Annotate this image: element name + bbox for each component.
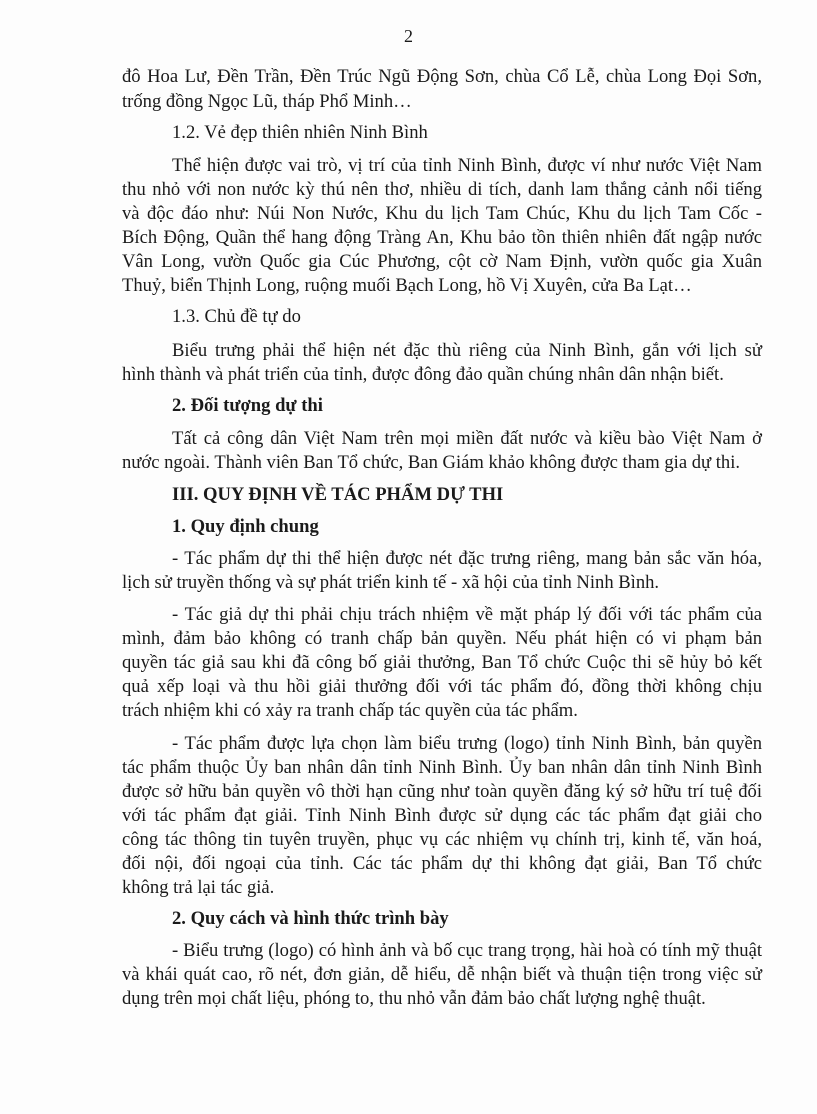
paragraph-line: Biểu trưng phải thể hiện nét đặc thù riêng của Ninh Bình, gắn với lịch sử xyxy=(172,340,762,361)
paragraph-line: Bích Động, Quần thể hang động Tràng An, Khu bảo tồn thiên nhiên đất ngập nước xyxy=(122,227,762,248)
subsection-heading: 1.3. Chủ đề tự do xyxy=(172,306,301,327)
paragraph-line: quyền tác giả sau khi đã công bố giải thưởng, Ban Tổ chức Cuộc thi sẽ hủy bỏ kết xyxy=(122,652,762,673)
paragraph-line: tác phẩm thuộc Ủy ban nhân dân tỉnh Ninh Bình. Ủy ban nhân dân tỉnh Ninh Bình xyxy=(122,757,762,778)
paragraph-line: không trả lại tác giả. xyxy=(122,877,275,898)
page-number: 2 xyxy=(404,26,413,46)
paragraph-line: Thuỷ, biển Thịnh Long, ruộng muối Bạch Long, hồ Vị Xuyên, cửa Ba Lạt… xyxy=(122,275,692,296)
paragraph-line: - Tác giả dự thi phải chịu trách nhiệm về mặt pháp lý đối với tác phẩm của xyxy=(172,604,762,625)
paragraph-line: đô Hoa Lư, Đền Trần, Đền Trúc Ngũ Động Sơn, chùa Cổ Lễ, chùa Long Đọi Sơn, xyxy=(122,66,762,87)
section-heading: 2. Quy cách và hình thức trình bày xyxy=(172,908,449,929)
paragraph-line: lịch sử truyền thống và sự phát triển kinh tế - xã hội của tỉnh Ninh Bình. xyxy=(122,572,660,593)
chapter-heading: III. QUY ĐỊNH VỀ TÁC PHẨM DỰ THI xyxy=(172,484,504,505)
paragraph-line: và khái quát cao, rõ nét, đơn giản, dễ hiểu, dễ nhận biết và thuận tiện trong việc sử xyxy=(122,964,762,985)
paragraph-line: và độc đáo như: Núi Non Nước, Khu du lịch Tam Chúc, Khu du lịch Tam Cốc - xyxy=(122,203,762,224)
paragraph-line: Vân Long, vườn Quốc gia Cúc Phương, cột cờ Nam Định, vườn quốc gia Xuân xyxy=(122,251,762,272)
paragraph-line: dụng trên mọi chất liệu, phóng to, thu nhỏ vẫn đảm bảo chất lượng nghệ thuật. xyxy=(122,988,706,1009)
paragraph-line: - Tác phẩm dự thi thể hiện được nét đặc trưng riêng, mang bản sắc văn hóa, xyxy=(172,548,762,569)
paragraph-line: được sở hữu bản quyền vô thời hạn cũng như toàn quyền đăng ký sở hữu trí tuệ đối xyxy=(122,781,762,802)
paragraph-line: Thể hiện được vai trò, vị trí của tỉnh Ninh Bình, được ví như nước Việt Nam xyxy=(172,155,762,176)
paragraph-line: nước ngoài. Thành viên Ban Tổ chức, Ban Giám khảo không được tham gia dự thi. xyxy=(122,452,741,473)
paragraph-line: với tác phẩm đạt giải. Tỉnh Ninh Bình được sử dụng các tác phẩm đạt giải cho xyxy=(122,805,762,826)
paragraph-line: - Tác phẩm được lựa chọn làm biểu trưng (logo) tỉnh Ninh Bình, bản quyền xyxy=(172,733,762,754)
section-heading: 1. Quy định chung xyxy=(172,516,319,537)
section-heading: 2. Đối tượng dự thi xyxy=(172,395,323,416)
paragraph-line: thu nhỏ với non nước kỳ thú nên thơ, nhiều di tích, danh lam thắng cảnh nổi tiếng xyxy=(122,179,762,200)
paragraph-line: Tất cả công dân Việt Nam trên mọi miền đất nước và kiều bào Việt Nam ở xyxy=(172,428,762,449)
paragraph-line: mình, đảm bảo không có tranh chấp bản quyền. Nếu phát hiện có vi phạm bản xyxy=(122,628,762,649)
paragraph-line: quả xếp loại và thu hồi giải thưởng đối với tác phẩm đó, đồng thời không chịu xyxy=(122,676,762,697)
paragraph-line: trống đồng Ngọc Lũ, tháp Phổ Minh… xyxy=(122,91,412,112)
paragraph-line: đối nội, đối ngoại của tỉnh. Các tác phẩm dự thi không đạt giải, Ban Tổ chức xyxy=(122,853,762,874)
paragraph-line: công tác thông tin tuyên truyền, phục vụ các nhiệm vụ chính trị, kinh tế, văn hoá, xyxy=(122,829,762,850)
paragraph-line: - Biểu trưng (logo) có hình ảnh và bố cục trang trọng, hài hoà có tính mỹ thuật xyxy=(172,940,762,961)
subsection-heading: 1.2. Vẻ đẹp thiên nhiên Ninh Bình xyxy=(172,122,428,143)
paragraph-line: hình thành và phát triển của tỉnh, được đông đảo quần chúng nhân dân nhận biết. xyxy=(122,364,724,385)
paragraph-line: trách nhiệm khi có xảy ra tranh chấp tác quyền của tác phẩm. xyxy=(122,700,578,721)
